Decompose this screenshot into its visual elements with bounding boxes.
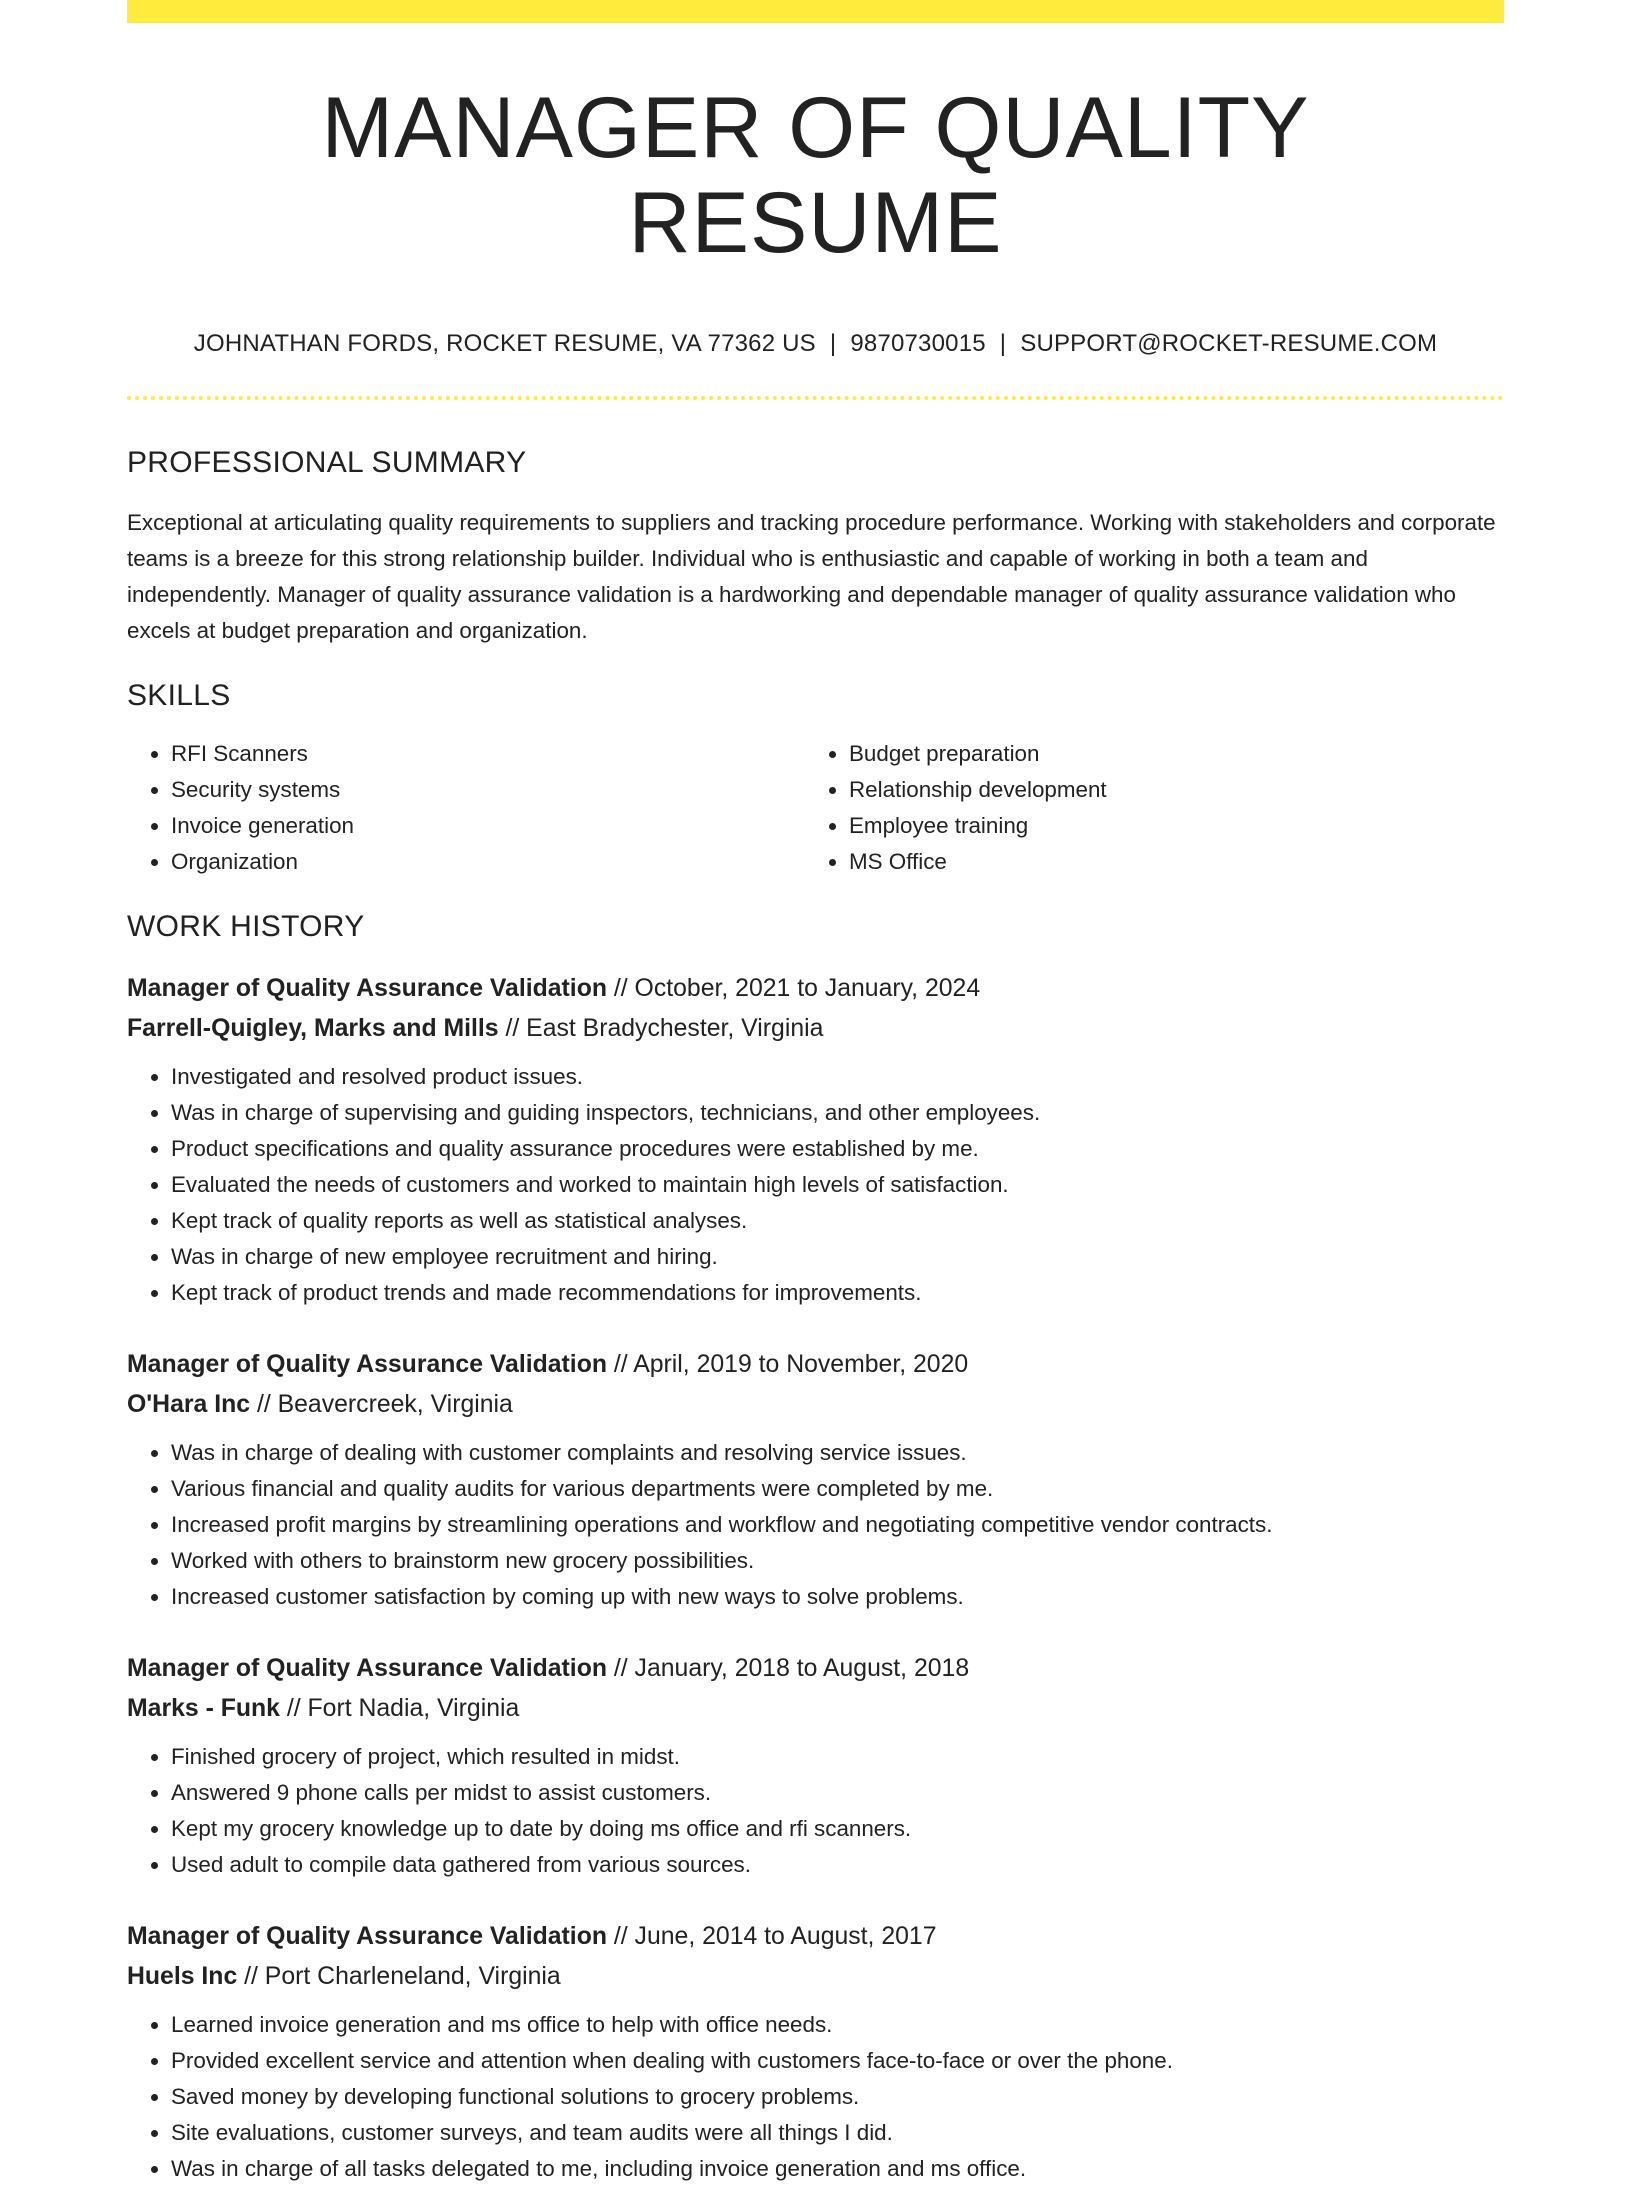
resume-page xyxy=(127,0,1504,2187)
job-company-line xyxy=(127,1009,1504,1049)
job-company-line xyxy=(127,1385,1504,1425)
job-bullet: • Was in charge of all tasks delegated to me, including invoice generation and ms office. xyxy=(171,2151,1504,2187)
contact-email: SUPPORT@ROCKET-RESUME.COM xyxy=(1020,330,1438,358)
contact-separator: | xyxy=(829,330,837,358)
job-location: // East Bradychester, Virginia xyxy=(505,1014,824,1042)
job-bullet: • Increased customer satisfaction by coming up with new ways to solve problems. xyxy=(171,1579,1504,1615)
job-bullet: • Finished grocery of project, which resulted in midst. xyxy=(171,1739,1504,1775)
job-bullet: • Evaluated the needs of customers and worked to maintain high levels of satisfaction. xyxy=(171,1167,1504,1203)
job-location: // Beavercreek, Virginia xyxy=(256,1390,513,1418)
job-company: Huels Inc xyxy=(127,1962,238,1990)
skills-list xyxy=(127,736,1504,880)
skill-item: • Employee training xyxy=(849,808,1483,844)
job-bullet: • Kept track of product trends and made recommendations for improvements. xyxy=(171,1275,1504,1311)
job-bullet: • Was in charge of supervising and guiding inspectors, technicians, and other employees. xyxy=(171,1095,1504,1131)
job-location: // Fort Nadia, Virginia xyxy=(286,1694,520,1722)
job-title: Manager of Quality Assurance Validation xyxy=(127,1654,607,1682)
job-bullets xyxy=(127,2007,1504,2187)
job-bullet: • Kept my grocery knowledge up to date by doing ms office and rfi scanners. xyxy=(171,1811,1504,1847)
job-entry xyxy=(127,1917,1504,2187)
job-bullet: • Increased profit margins by streamlining operations and workflow and negotiating competitive vendor contracts. xyxy=(171,1507,1504,1543)
job-entry xyxy=(127,969,1504,1311)
job-bullet: • Product specifications and quality assurance procedures were established by me. xyxy=(171,1131,1504,1167)
job-bullet: • Site evaluations, customer surveys, and team audits were all things I did. xyxy=(171,2115,1504,2151)
summary-text: Exceptional at articulating quality requirements to suppliers and tracking procedure performance. Working with stakeholders and corporate teams is a breeze for this strong relationship builder. Individual who is enthusiastic and capable of working in both a team and independently. Manager of quality assurance validation is a hardworking and dependable manager of quality assurance validation who excels at budget preparation and organization. xyxy=(127,509,1496,643)
job-bullet: • Kept track of quality reports as well as statistical analyses. xyxy=(171,1203,1504,1239)
summary-heading: PROFESSIONAL SUMMARY xyxy=(127,445,527,479)
job-bullet: • Used adult to compile data gathered from various sources. xyxy=(171,1847,1504,1883)
accent-bar xyxy=(127,0,1504,23)
job-bullets xyxy=(127,1059,1504,1311)
skill-item: • Security systems xyxy=(171,772,805,808)
skill-item: • RFI Scanners xyxy=(171,736,805,772)
contact-line xyxy=(127,330,1504,359)
work-history-heading: WORK HISTORY xyxy=(127,909,365,943)
job-company: O'Hara Inc xyxy=(127,1390,251,1418)
job-bullet: • Was in charge of new employee recruitment and hiring. xyxy=(171,1239,1504,1275)
job-company: Marks - Funk xyxy=(127,1694,280,1722)
dotted-divider xyxy=(127,396,1504,400)
job-title-line xyxy=(127,1649,1504,1689)
job-dates: // October, 2021 to January, 2024 xyxy=(613,974,981,1002)
contact-separator: | xyxy=(999,330,1007,358)
job-title-line xyxy=(127,1917,1504,1957)
job-title: Manager of Quality Assurance Validation xyxy=(127,1922,607,1950)
job-bullets xyxy=(127,1739,1504,1883)
job-dates: // January, 2018 to August, 2018 xyxy=(613,1654,970,1682)
skill-item: • MS Office xyxy=(849,844,1483,880)
contact-phone: 9870730015 xyxy=(850,330,986,358)
job-bullet: • Worked with others to brainstorm new grocery possibilities. xyxy=(171,1543,1504,1579)
job-title: Manager of Quality Assurance Validation xyxy=(127,974,607,1002)
job-title-line xyxy=(127,969,1504,1009)
job-bullets xyxy=(127,1435,1504,1615)
job-bullet: • Learned invoice generation and ms office to help with office needs. xyxy=(171,2007,1504,2043)
skill-item: • Organization xyxy=(171,844,805,880)
job-company-line xyxy=(127,1957,1504,1997)
job-entry xyxy=(127,1649,1504,1883)
job-title-line xyxy=(127,1345,1504,1385)
skills-heading: SKILLS xyxy=(127,678,231,712)
job-company: Farrell-Quigley, Marks and Mills xyxy=(127,1014,499,1042)
job-company-line xyxy=(127,1689,1504,1729)
job-title: Manager of Quality Assurance Validation xyxy=(127,1350,607,1378)
contact-address: JOHNATHAN FORDS, ROCKET RESUME, VA 77362 US xyxy=(193,330,816,358)
skill-item: • Invoice generation xyxy=(171,808,805,844)
skill-item: • Budget preparation xyxy=(849,736,1483,772)
job-bullet: • Was in charge of dealing with customer complaints and resolving service issues. xyxy=(171,1435,1504,1471)
job-bullet: • Provided excellent service and attention when dealing with customers face-to-face or over the phone. xyxy=(171,2043,1504,2079)
skill-item: • Relationship development xyxy=(849,772,1483,808)
job-dates: // June, 2014 to August, 2017 xyxy=(613,1922,937,1950)
job-bullet: • Answered 9 phone calls per midst to assist customers. xyxy=(171,1775,1504,1811)
job-bullet: • Various financial and quality audits for various departments were completed by me. xyxy=(171,1471,1504,1507)
resume-title: MANAGER OF QUALITY RESUME xyxy=(321,80,1310,271)
job-location: // Port Charleneland, Virginia xyxy=(244,1962,561,1990)
job-entry xyxy=(127,1345,1504,1615)
job-bullet: • Investigated and resolved product issues. xyxy=(171,1059,1504,1095)
skills-column-right xyxy=(805,736,1483,880)
job-dates: // April, 2019 to November, 2020 xyxy=(613,1350,969,1378)
job-bullet: • Saved money by developing functional solutions to grocery problems. xyxy=(171,2079,1504,2115)
skills-column-left xyxy=(127,736,805,880)
